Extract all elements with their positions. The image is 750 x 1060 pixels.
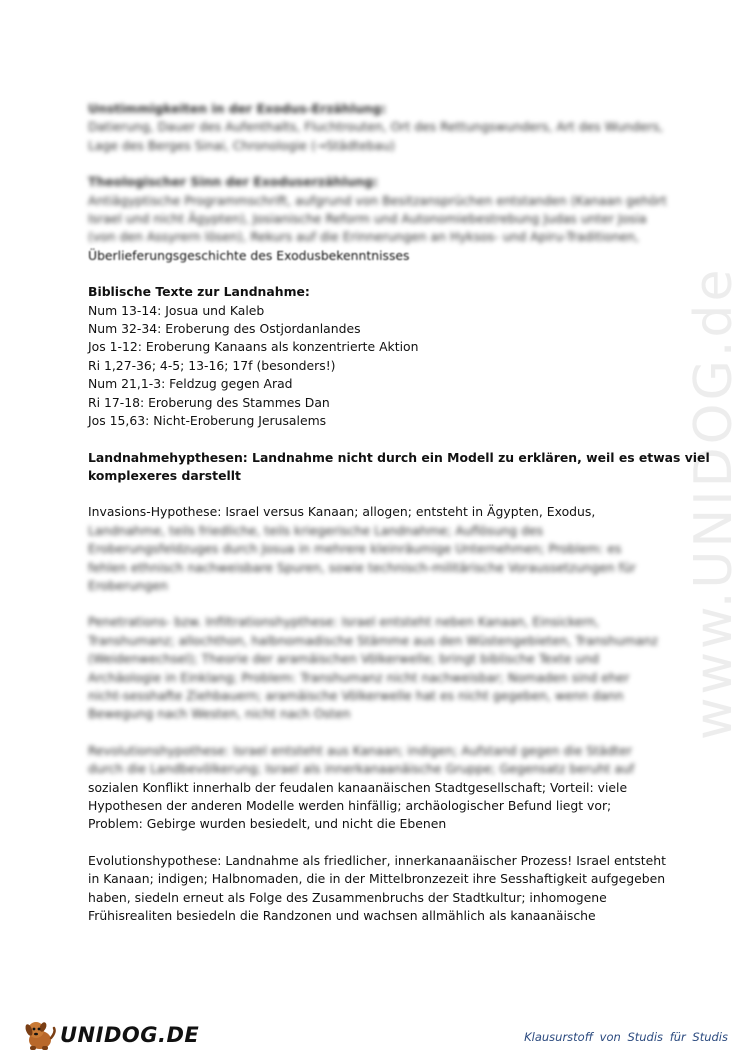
footer-logo[interactable]: [22, 1018, 199, 1052]
section-evolution-hypothesis: [88, 852, 688, 926]
list-item: Num 21,1-3: Feldzug gegen Arad: [88, 376, 293, 392]
text-line: durch die Landbevölkerung; Israel als innerkanaanäische Gruppe; Gegensatz beruht auf: [88, 761, 635, 777]
text-line: Transhumanz; allochthon, halbnomadische Stämme aus den Wüstengebieten, Transhumanz: [88, 632, 658, 648]
text-line: Bewegung nach Westen, nicht nach Osten: [88, 706, 351, 722]
text-line: fehlen ethnisch nachweisbare Spuren, sowie technisch-militärische Voraussetzungen für: [88, 559, 636, 575]
text-line: (Weidenwechsel); Theorie der aramäischen Völkerwelle; bringt biblische Texte und: [88, 651, 600, 667]
heading-line: Landnahmehypthesen: Landnahme nicht durch ein Modell zu erklären, weil es etwas viel: [88, 449, 710, 465]
text-line: Eroberungsfeldzuges durch Josua in mehrere kleinräumige Unternehmen; Problem: es: [88, 541, 622, 557]
text-line: (von den Assyrern lösen), Rekurs auf die Erinnerungen an Hyksos- und Apiru-Traditionen,: [88, 229, 640, 245]
section-heading: Unstimmigkeiten in der Exodus-Erzählung:: [88, 101, 387, 116]
document-body: [88, 100, 710, 943]
text-line: in Kanaan; indigen; Halbnomaden, die in der Mittelbronzezeit ihre Sesshaftigkeit aufgegeben: [88, 871, 666, 887]
list-item: Ri 17-18: Eroberung des Stammes Dan: [88, 394, 330, 410]
text-line: Eroberungen: [88, 577, 168, 593]
list-item: Jos 1-12: Eroberung Kanaans als konzentrierte Aktion: [88, 339, 419, 355]
section-biblical-texts: [88, 283, 688, 430]
logo-text: UNIDOG.DE: [60, 1023, 200, 1047]
text-line: Lage des Berges Sinai, Chronologie (→Städtebau): [88, 137, 396, 153]
text-line: Problem: Gebirge wurden besiedelt, und nicht die Ebenen: [88, 816, 447, 832]
section-revolution-hypothesis: [88, 742, 688, 834]
text-line: Invasions-Hypothese: Israel versus Kanaan; allogen; entsteht in Ägypten, Exodus,: [88, 504, 596, 520]
section-hypotheses-heading: [88, 449, 710, 486]
text-line: Datierung, Dauer des Aufenthalts, Fluchtrouten, Ort des Rettungswunders, Art des Wunders,: [88, 119, 664, 135]
list-item: Num 13-14: Josua und Kaleb: [88, 302, 265, 318]
text-line: Evolutionshypothese: Landnahme als friedlicher, innerkanaanäischer Prozess! Israel entsteht: [88, 852, 666, 868]
list-item: Num 32-34: Eroberung des Ostjordanlandes: [88, 321, 361, 337]
text-line: Archäologie in Einklang; Problem: Transhumanz nicht nachweisbar; Nomaden sind eher: [88, 669, 630, 685]
heading-line: komplexeres darstellt: [88, 467, 241, 483]
section-heading: Theologischer Sinn der Exoduserzählung:: [88, 174, 378, 190]
section-heading: Biblische Texte zur Landnahme:: [88, 284, 310, 300]
watermark: www.UNIDOG.de: [684, 266, 744, 740]
text-line: Hypothesen der anderen Modelle werden hinfällig; archäologischer Befund liegt vor;: [88, 798, 612, 813]
text-line: nicht-sesshafte Ziehbauern; aramäische Völkerwelle hat es nicht gegeben, wenn dann: [88, 687, 624, 703]
text-line: Penetrations- bzw. Infiltrationshypthese: Israel entsteht neben Kanaan, Einsickern,: [88, 614, 600, 630]
text-line: Antiägyptische Programmschrift, aufgrund von Besitzansprüchen entstanden (Kanaan gehört: [88, 192, 667, 208]
section-invasion-hypothesis: [88, 503, 688, 595]
text-line: haben, siedeln erneut als Folge des Zusammenbruchs der Stadtkultur; inhomogene: [88, 889, 607, 905]
list-item: Ri 1,27-36; 4-5; 13-16; 17f (besonders!): [88, 357, 336, 373]
section-penetration-hypothesis: [88, 613, 688, 723]
text-line: Landnahme, teils friedliche, teils kriegerische Landnahme; Auflösung des: [88, 522, 544, 538]
list-item: Jos 15,63: Nicht-Eroberung Jerusalems: [88, 413, 327, 429]
dog-mascot-icon: [22, 1018, 58, 1052]
text-line: Revolutionshypothese: Israel entsteht aus Kanaan; indigen; Aufstand gegen die Städter: [88, 742, 633, 758]
blurred-section-exodus-inconsistencies: [88, 100, 688, 155]
text-line: sozialen Konflikt innerhalb der feudalen kanaanäischen Stadtgesellschaft; Vorteil: viele: [88, 779, 628, 795]
footer-tagline: Klausurstoff von Studis für Studis: [524, 1030, 728, 1044]
section-theological-meaning: [88, 173, 688, 265]
text-line: Israel und nicht Ägypten), Josianische Reform und Autonomiebestrebung Judas unter Josia: [88, 211, 647, 227]
text-line-partial: Überlieferungsgeschichte des Exodusbekenntnisses: [88, 247, 410, 263]
text-line: Frühisrealiten besiedeln die Randzonen und wachsen allmählich als kanaanäische: [88, 908, 596, 924]
